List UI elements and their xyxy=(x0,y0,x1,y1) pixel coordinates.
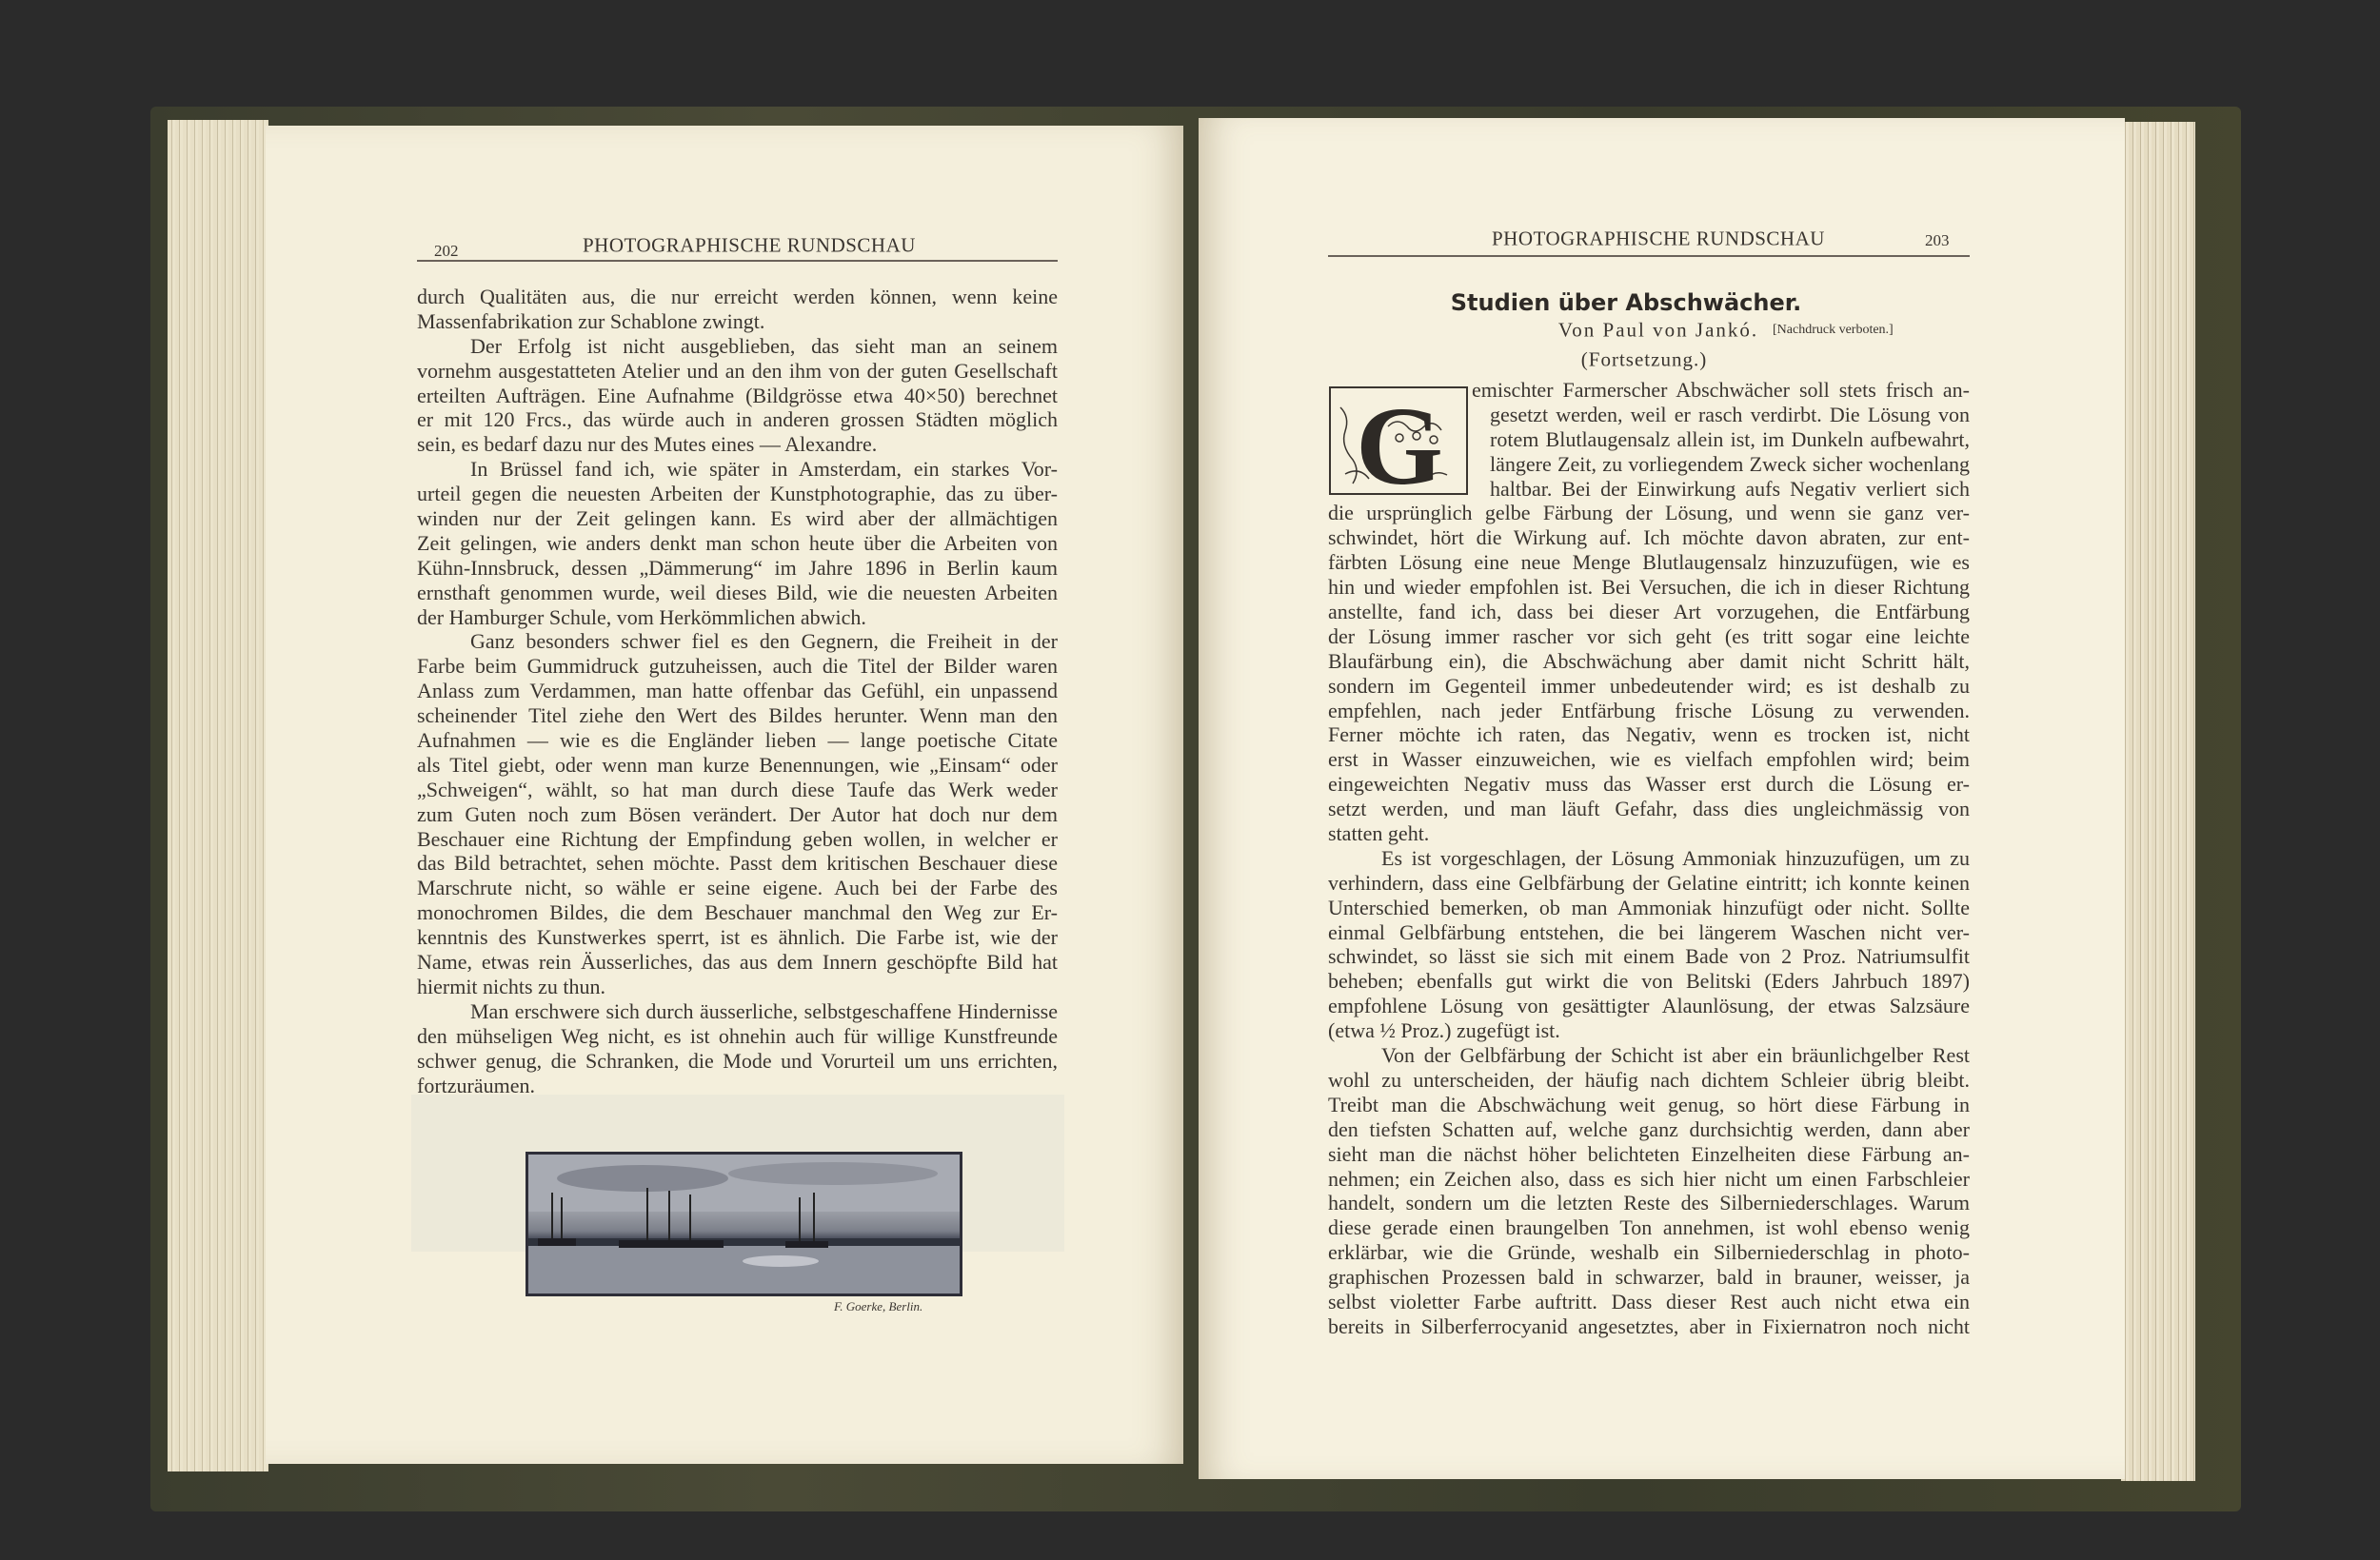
text-line: verhindern, dass eine Gelbfärbung der Gelatine eintritt; ich konnte keinen xyxy=(1328,870,1970,895)
text-line: Ganz besonders schwer fiel es den Gegnern, die Freiheit in der xyxy=(470,629,1058,654)
text-line: erklärbar, wie die Gründe, weshalb ein Silberniederschlag in photo- xyxy=(1328,1240,1970,1265)
left-page-edges xyxy=(168,120,268,1471)
text-line: gesetzt werden, weil er rasch verdirbt. Die Lösung von xyxy=(1490,402,1970,426)
text-line: den tiefsten Schatten auf, welche ganz durchsichtig werden, dann aber xyxy=(1328,1116,1970,1141)
text-line: nehmen; ein Zeichen also, dass es sich hier nicht um einen Farbschleier xyxy=(1328,1166,1970,1191)
text-line: er mit 120 Frcs., das würde auch in anderen grossen Städten möglich xyxy=(417,407,1058,432)
text-line: bereits in Silberferrocyanid angesetztes, aber in Fixiernatron noch nicht xyxy=(1328,1313,1970,1338)
page-number-right: 203 xyxy=(1925,231,1950,249)
text-line: Ferner möchte ich raten, das Negativ, wenn es trocken ist, nicht xyxy=(1328,722,1970,747)
text-line: Man erschwere sich durch äusserliche, selbstgeschaffene Hindernisse xyxy=(470,998,1058,1023)
harbor-photo xyxy=(526,1152,962,1296)
text-line: Blaufärbung ein), die Abschwächung aber damit nicht Schritt hält, xyxy=(1328,648,1970,673)
continuation-note: (Fortsetzung.) xyxy=(1580,347,1708,371)
text-line: scheinender Titel ziehe den Wert des Bildes herunter. Wenn man den xyxy=(417,703,1058,728)
text-line: schwindet, so lässt sie sich mit einem Bade von 2 Proz. Natriumsulfit xyxy=(1328,944,1970,969)
text-line: durch Qualitäten aus, die nur erreicht werden können, wenn keine xyxy=(417,285,1058,308)
text-line: die ursprünglich gelbe Färbung der Lösung, und wenn sie ganz ver- xyxy=(1328,501,1970,525)
svg-text:G: G xyxy=(1356,388,1443,493)
text-line: statten geht. xyxy=(1328,821,1430,846)
text-line: sein, es bedarf dazu nur des Mutes eines — Alexandre. xyxy=(417,432,878,457)
text-line: „Schweigen“, wählt, so hat man durch diese Taufe das Werk weder xyxy=(417,777,1058,801)
text-line: fortzuräumen. xyxy=(417,1073,535,1097)
text-line: Beschauer eine Richtung der Empfindung geben wollen, in welcher er xyxy=(417,826,1058,851)
text-line: Aufnahmen — wie es die Engländer lieben — lange poetische Citate xyxy=(417,728,1058,753)
text-line: emischter Farmerscher Abschwächer soll stets frisch an- xyxy=(1472,378,1970,402)
text-line: ernsthaft genommen wurde, weil dieses Bild, wie die neuesten Arbeiten xyxy=(417,580,1058,604)
text-line: sieht man die nächst höher belichteten Einzelheiten diese Färbung an- xyxy=(1328,1141,1970,1166)
text-line: Farbe beim Gummidruck gutzuheissen, auch die Titel der Bilder waren xyxy=(417,654,1058,679)
text-line: setzt werden, und man läuft Gefahr, dass dies ungleichmässig von xyxy=(1328,797,1970,821)
text-line: Treibt man die Abschwächung weit genug, so hört diese Färbung in xyxy=(1328,1092,1970,1116)
text-line: Unterschied bemerken, ob man Ammoniak hinzufügt oder nicht. Sollte xyxy=(1328,895,1970,919)
text-line: Von der Gelbfärbung der Schicht ist aber ein bräunlichgelber Rest xyxy=(1381,1043,1970,1068)
text-line: erteilten Aufträgen. Eine Aufnahme (Bildgrösse etwa 40×50) berechnet xyxy=(417,383,1058,407)
text-line: anstellte, fand ich, dass bei dieser Art vorzugehen, die Entfärbung xyxy=(1328,600,1970,624)
text-line: färbten Lösung eine neue Menge Blutlaugensalz hinzuzufügen, wie es xyxy=(1328,550,1970,575)
article-title: Studien über Abschwächer. xyxy=(1450,289,1802,316)
text-line: Marschrute nicht, so wähle er seine eigene. Auch bei der Farbe des xyxy=(417,876,1058,900)
text-line: diese gerade einen braungelben Ton annehmen, ist wohl ebenso wenig xyxy=(1328,1215,1970,1240)
article-byline: Von Paul von Jankó. xyxy=(1557,318,1759,342)
photo-caption: F. Goerke, Berlin. xyxy=(834,1299,923,1313)
text-line: beheben; ebenfalls gut wirkt die von Belitski (Eders Jahrbuch 1897) xyxy=(1328,969,1970,994)
header-rule-right xyxy=(1328,255,1970,257)
sailing-ships-image xyxy=(528,1155,960,1293)
right-body-text xyxy=(1328,378,1970,1339)
reprint-notice: [Nachdruck verboten.] xyxy=(1773,323,1894,337)
text-line: Zeit gelingen, wie anders denkt man schon heute über die Arbeiten von xyxy=(417,530,1058,555)
text-line: haltbar. Bei der Einwirkung aufs Negativ verliert sich xyxy=(1490,476,1970,501)
text-line: (etwa ½ Proz.) zugefügt ist. xyxy=(1328,1018,1560,1043)
text-line: eingeweichten Negativ muss das Wasser erst durch die Lösung er- xyxy=(1328,772,1970,797)
text-line: In Brüssel fand ich, wie später in Amsterdam, ein starkes Vor- xyxy=(470,457,1058,482)
text-line: schwindet, hört die Wirkung auf. Ich möchte davon abraten, zur ent- xyxy=(1328,525,1970,550)
text-line: erst in Wasser einzuweichen, wie es vielfach empfohlen wird; beim xyxy=(1328,747,1970,772)
text-line: graphischen Prozessen bald in schwarzer, bald in brauner, weisser, ja xyxy=(1328,1265,1970,1290)
text-line: hiermit nichts zu thun. xyxy=(417,974,605,998)
running-title-right: PHOTOGRAPHISCHE RUNDSCHAU xyxy=(1492,227,1825,250)
text-line: Es ist vorgeschlagen, der Lösung Ammoniak hinzuzufügen, um zu xyxy=(1381,845,1970,870)
header-rule-left xyxy=(417,260,1058,262)
left-body-text xyxy=(417,285,1058,1097)
text-line: selbst violetter Farbe auftritt. Dass dieser Rest auch nicht etwa ein xyxy=(1328,1289,1970,1313)
right-page-edges xyxy=(2121,122,2195,1481)
text-line: einmal Gelbfärbung entstehen, die bei längerem Waschen nicht ver- xyxy=(1328,919,1970,944)
text-line: Massenfabrikation zur Schablone zwingt. xyxy=(417,308,765,333)
text-line: den mühseligen Weg nicht, es ist ohnehin auch für willige Kunstfreunde xyxy=(417,1023,1058,1048)
text-line: Kühn-Innsbruck, dessen „Dämmerung“ im Jahre 1896 in Berlin kaum xyxy=(417,555,1058,580)
text-line: Anlass zum Verdammen, man hatte offenbar das Gefühl, ein unpassend xyxy=(417,679,1058,703)
page-number-left: 202 xyxy=(434,242,459,260)
text-line: urteil gegen die neuesten Arbeiten der Kunstphotographie, das zu über- xyxy=(417,482,1058,506)
text-line: der Lösung immer rascher vor sich geht (es tritt sogar eine leichte xyxy=(1328,623,1970,648)
text-line: Der Erfolg ist nicht ausgeblieben, das sieht man an seinem xyxy=(470,333,1058,358)
text-line: hin und wieder empfohlen ist. Bei Versuchen, die ich in dieser Richtung xyxy=(1328,575,1970,600)
text-line: zum Guten noch zum Bösen verändert. Der Autor hat doch nur dem xyxy=(417,801,1058,826)
text-line: längere Zeit, zu vorliegendem Zweck sicher wochenlang xyxy=(1490,451,1970,476)
text-line: empfehlen, nach jeder Entfärbung frische Lösung zu verwenden. xyxy=(1328,698,1970,722)
text-line: das Bild betrachtet, sehen möchte. Passt dem kritischen Beschauer diese xyxy=(417,851,1058,876)
text-line: rotem Blutlaugensalz allein ist, im Dunkeln aufbewahrt, xyxy=(1490,426,1970,451)
text-line: sondern im Gegenteil immer unbedeutender wird; es ist deshalb zu xyxy=(1328,673,1970,698)
text-line: winden nur der Zeit gelingen kann. Es wird aber der allmächtigen xyxy=(417,506,1058,531)
text-line: empfohlene Lösung von gesättigter Alaunlösung, der etwas Salzsäure xyxy=(1328,994,1970,1018)
text-line: schwer genug, die Schranken, die Mode und Vorurteil um uns errichten, xyxy=(417,1048,1058,1073)
text-line: kenntnis des Kunstwerkes sperrt, ist es ähnlich. Die Farbe ist, wie der xyxy=(417,925,1058,950)
text-line: als Titel giebt, oder wenn man kurze Benennungen, wie „Einsam“ oder xyxy=(417,752,1058,777)
text-line: handelt, sondern um die letzten Reste des Silberniederschlages. Warum xyxy=(1328,1191,1970,1215)
running-title-left: PHOTOGRAPHISCHE RUNDSCHAU xyxy=(583,233,916,257)
text-line: Name, etwas rein Äusserliches, das aus dem Innern geschöpfte Bild hat xyxy=(417,950,1058,975)
text-line: der Hamburger Schule, vom Herkömmlichen abwich. xyxy=(417,604,866,629)
text-line: vornehm ausgestatteten Atelier und an den ihm von der guten Gesellschaft xyxy=(417,358,1058,383)
text-line: wohl zu unterscheiden, der häufig nach dichtem Schleier übrig bleibt. xyxy=(1328,1067,1970,1092)
text-line: monochromen Bildes, die dem Beschauer manchmal den Weg zur Er- xyxy=(417,900,1058,925)
